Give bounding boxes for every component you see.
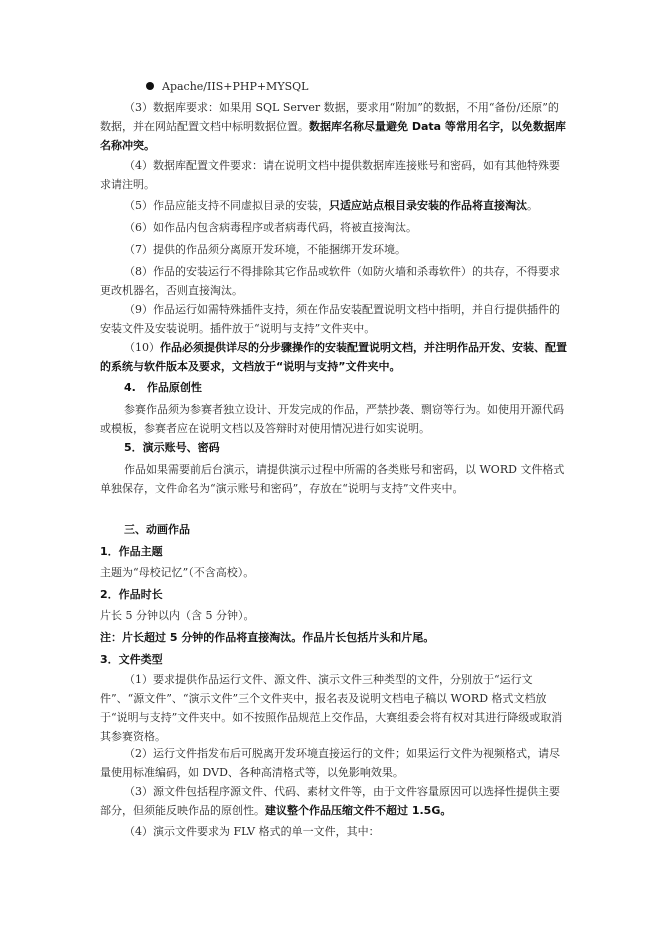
paragraph-text: 作品如果需要前后台演示，请提供演示过程中所需的各类账号和密码，以 WORD 文件格式单独保存，文件命名为“演示账号和密码”，存放在“说明与支持”文件夹中。 bbox=[100, 463, 565, 495]
heading-file-type: 3．文件类型 bbox=[100, 653, 163, 666]
paragraph-text: （9）作品运行如需特殊插件支持，须在作品安装配置说明文档中指明，并自行提供插件的安装文件及安装说明。插件放于“说明与支持”文件夹中。 bbox=[100, 303, 560, 335]
bold-text: 建议整个作品压缩文件不超过 1.5G。 bbox=[265, 804, 452, 817]
paragraph-text: （4）数据库配置文件要求：请在说明文档中提供数据库连接账号和密码，如有其他特殊要求请注明。 bbox=[100, 159, 560, 191]
bullet-text: Apache/IIS+PHP+MYSQL bbox=[162, 80, 309, 93]
paragraph-text: （3）数据库要求：如果用 SQL Server 数据，要求用“附加”的数据，不用“备份/还原”的数据，并在网站配置文档中标明数据位置。 bbox=[100, 101, 559, 133]
paragraph-text: （10） bbox=[124, 341, 160, 354]
paragraph-originality bbox=[100, 400, 568, 438]
bold-text: 数据库名称尽量避免 Data 等常用名字，以免数据库名称冲突。 bbox=[100, 120, 566, 152]
heading-demo-account: 5．演示账号、密码 bbox=[124, 441, 220, 454]
paragraph-plugins bbox=[100, 300, 568, 338]
paragraph-text: 。 bbox=[527, 199, 538, 212]
paragraph-text: （1）要求提供作品运行文件、源文件、演示文件三种类型的文件，分别放于“运行文件”、“源文件”、“演示文件”三个文件夹中，报名表及说明文档电子稿以 WORD 格式文档放于“说明与支持”文件夹中。如不按照作品规范上交作品，大赛组委会将有权对其进行降级或取消其参赛资格。 bbox=[100, 673, 563, 743]
paragraph-text: （4）演示文件要求为 FLV 格式的单一文件，其中： bbox=[124, 825, 380, 838]
paragraph-text: （7）提供的作品须分离原开发环境，不能捆绑开发环境。 bbox=[124, 243, 406, 256]
heading-originality: 4. 作品原创性 bbox=[124, 381, 202, 394]
paragraph-db-requirement bbox=[100, 98, 568, 155]
paragraph-db-config bbox=[100, 156, 568, 194]
bold-text: 只适应站点根目录安装的作品将直接淘汰 bbox=[329, 199, 527, 212]
paragraph-run-files bbox=[100, 744, 568, 782]
paragraph-file-types bbox=[100, 670, 568, 746]
section-animation-title: 三、动画作品 bbox=[124, 523, 190, 536]
paragraph-virtual-dir bbox=[100, 196, 568, 215]
paragraph-install-doc bbox=[100, 338, 568, 376]
paragraph-source-files bbox=[100, 782, 568, 820]
paragraph-text: （6）如作品内包含病毒程序或者病毒代码，将被直接淘汰。 bbox=[124, 221, 417, 234]
paragraph-dev-env bbox=[100, 240, 568, 259]
heading-theme: 1．作品主题 bbox=[100, 545, 163, 558]
paragraph-demo-files bbox=[100, 822, 568, 841]
paragraph-text: （3）源文件包括程序源文件、代码、素材文件等，由于文件容量原因可以选择性提供主要部分，但须能反映作品的原创性。 bbox=[100, 785, 560, 817]
bold-text: 作品必须提供详尽的分步骤操作的安装配置说明文档，并注明作品开发、安装、配置的系统与软件版本及要求，文档放于“说明与支持”文件夹中。 bbox=[100, 341, 567, 373]
bullet-item bbox=[146, 80, 308, 94]
paragraph-demo-account bbox=[100, 460, 568, 498]
paragraph-coexist bbox=[100, 262, 568, 300]
paragraph-text: 参赛作品须为参赛者独立设计、开发完成的作品，严禁抄袭、剽窃等行为。如使用开源代码或模板，参赛者应在说明文档以及答辩时对使用情况进行如实说明。 bbox=[100, 403, 564, 435]
paragraph-virus bbox=[100, 218, 568, 237]
note-duration: 注：片长超过 5 分钟的作品将直接淘汰。作品片长包括片头和片尾。 bbox=[100, 631, 435, 644]
paragraph-theme: 主题为“母校记忆”（不含高校）。 bbox=[100, 566, 255, 579]
heading-duration: 2．作品时长 bbox=[100, 588, 163, 601]
paragraph-text: （8）作品的安装运行不得排除其它作品或软件（如防火墙和杀毒软件）的共存，不得要求更改机器名，否则直接淘汰。 bbox=[100, 265, 560, 297]
paragraph-text: （2）运行文件指发布后可脱离开发环境直接运行的文件；如果运行文件为视频格式，请尽量使用标准编码，如 DVD、各种高清格式等，以免影响效果。 bbox=[100, 747, 560, 779]
bullet-dot-icon bbox=[146, 82, 154, 90]
paragraph-text: （5）作品应能支持不同虚拟目录的安装， bbox=[124, 199, 329, 212]
paragraph-duration: 片长 5 分钟以内（含 5 分钟）。 bbox=[100, 609, 255, 622]
